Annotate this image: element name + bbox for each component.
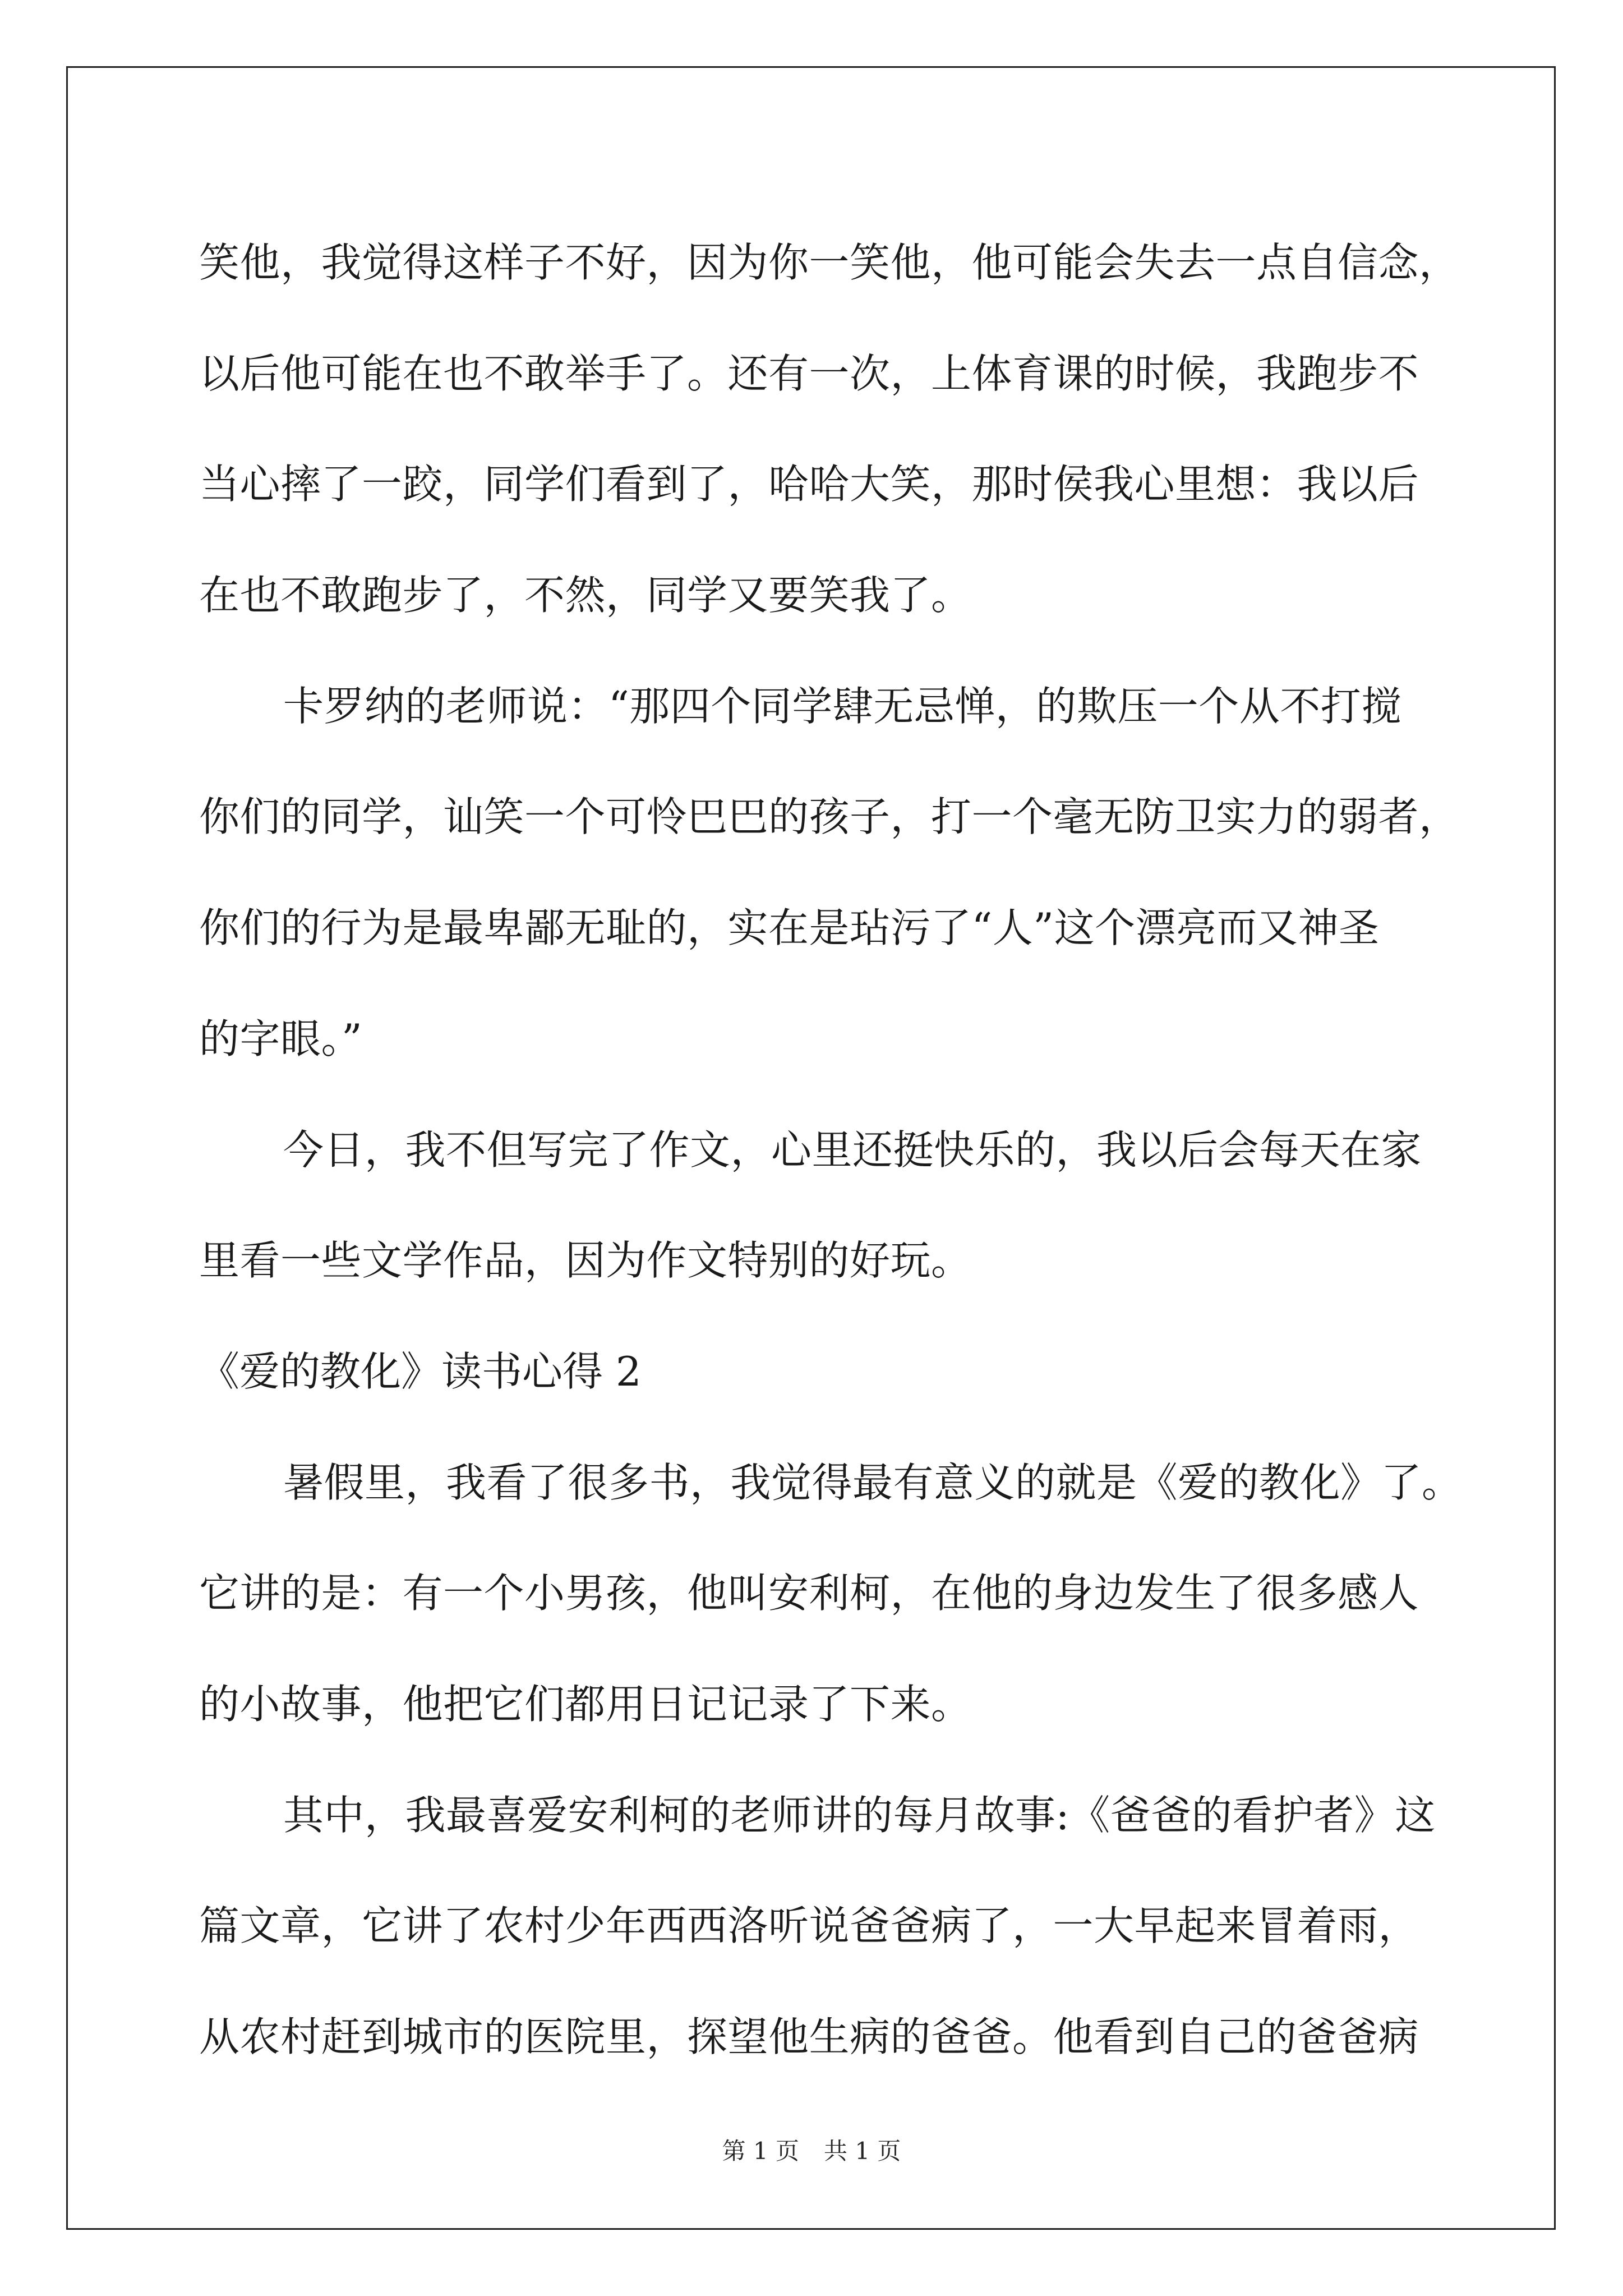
page-number-current: 第 1 页 — [722, 2137, 799, 2165]
text-line: 暑假里，我看了很多书，我觉得最有意义的就是《爱的教化》了。 — [283, 1458, 1463, 1506]
text-line: 它讲的是：有一个小男孩，他叫安利柯，在他的身边发生了很多感人 — [199, 1570, 1419, 1617]
text-line: 笑他，我觉得这样子不好，因为你一笑他，他可能会失去一点自信念， — [199, 239, 1460, 286]
text-line: 卡罗纳的老师说：“那四个同学肆无忌惮，的欺压一个从不打搅 — [283, 682, 1402, 730]
page-number-total: 共 1 页 — [824, 2137, 901, 2165]
section-heading: 《爱的教化》读书心得 2 — [199, 1347, 642, 1395]
text-line: 从农村赶到城市的医院里，探望他生病的爸爸。他看到自己的爸爸病 — [199, 2013, 1419, 2060]
text-line: 的小故事，他把它们都用日记记录了下来。 — [199, 1680, 972, 1728]
page-footer — [0, 2132, 1623, 2171]
text-line: 里看一些文学作品，因为作文特别的好玩。 — [199, 1237, 972, 1285]
text-line: 你们的同学，讪笑一个可怜巴巴的孩子，打一个毫无防卫实力的弱者， — [199, 793, 1460, 841]
text-line: 今日，我不但写完了作文，心里还挺快乐的，我以后会每天在家 — [283, 1126, 1422, 1174]
text-line: 以后他可能在也不敢举手了。还有一次，上体育课的时候，我跑步不 — [199, 349, 1419, 397]
text-line: 在也不敢跑步了，不然，同学又要笑我了。 — [199, 572, 972, 619]
text-line: 当心摔了一跤，同学们看到了，哈哈大笑，那时侯我心里想：我以后 — [199, 461, 1419, 508]
text-line: 篇文章，它讲了农村少年西西洛听说爸爸病了，一大早起来冒着雨， — [199, 1902, 1419, 1950]
text-line: 其中，我最喜爱安利柯的老师讲的每月故事:《爸爸的看护者》这 — [283, 1791, 1436, 1839]
document-body — [199, 208, 1463, 2093]
text-line: 的字眼。” — [199, 1015, 363, 1062]
text-line: 你们的行为是最卑鄙无耻的，实在是玷污了“人”这个漂亮而又神圣 — [199, 904, 1380, 952]
